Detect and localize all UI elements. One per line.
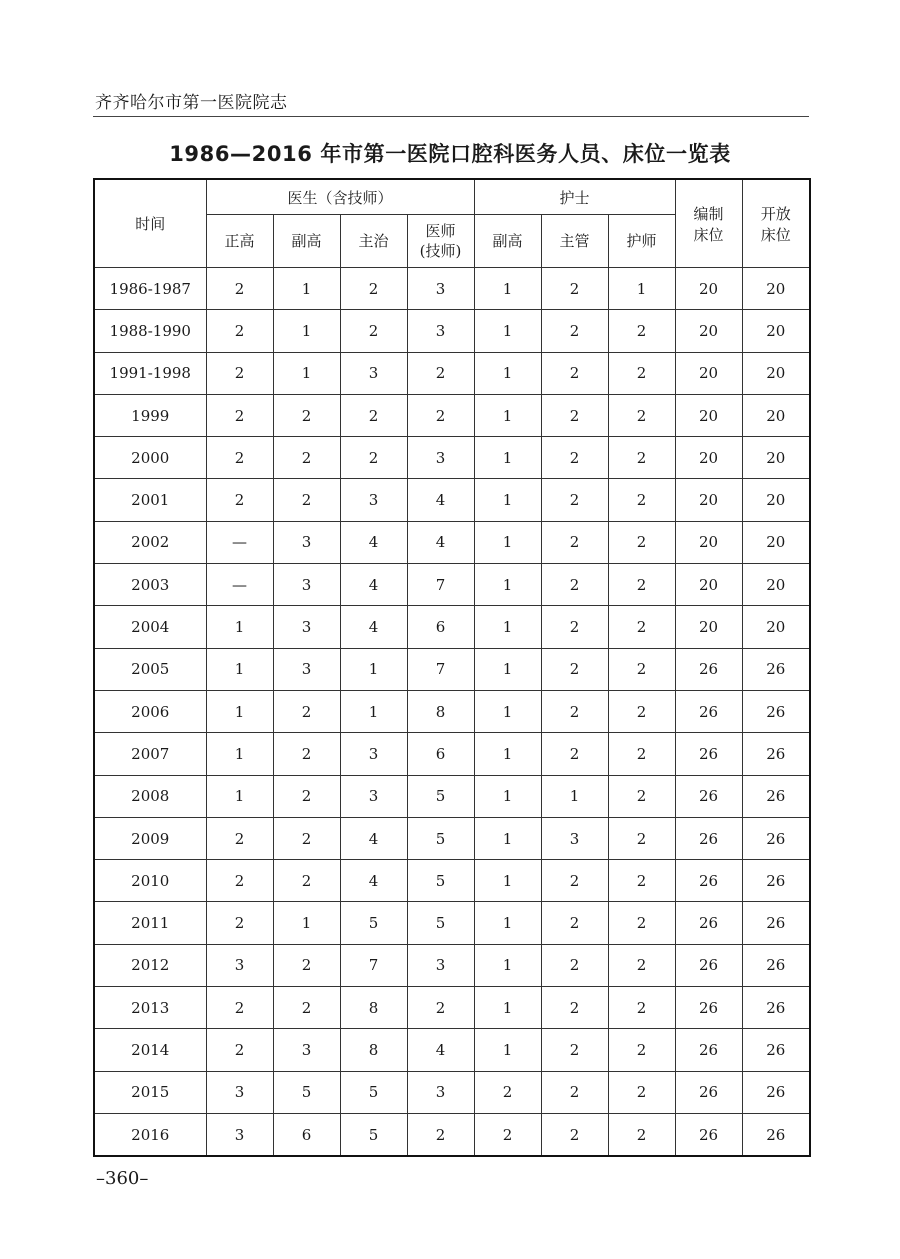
table-title: 1986—2016 年市第一医院口腔科医务人员、床位一览表: [169, 142, 731, 166]
cell-nurse-supervisor: 2: [541, 268, 608, 310]
header-doctor-physician-line1: 医师: [425, 222, 456, 240]
cell-time: 2004: [94, 606, 206, 648]
cell-doctor-chief: 2: [206, 902, 273, 944]
cell-time: 2009: [94, 817, 206, 859]
cell-authorized-beds: 26: [675, 987, 742, 1029]
cell-doctor-physician: 6: [407, 733, 474, 775]
table-row: [94, 310, 810, 352]
table-row: [94, 733, 810, 775]
cell-time: 2008: [94, 775, 206, 817]
cell-doctor-attending: 4: [340, 606, 407, 648]
cell-nurse-senior: 2: [608, 987, 675, 1029]
cell-doctor-chief: 2: [206, 479, 273, 521]
table-row: [94, 690, 810, 732]
cell-nurse-supervisor: 2: [541, 648, 608, 690]
cell-authorized-beds: 26: [675, 648, 742, 690]
cell-nurse-senior: 2: [608, 817, 675, 859]
cell-nurse-supervisor: 2: [541, 733, 608, 775]
cell-doctor-attending: 7: [340, 944, 407, 986]
table-body: [94, 268, 810, 1157]
cell-doctor-chief: —: [206, 564, 273, 606]
cell-authorized-beds: 26: [675, 775, 742, 817]
cell-nurse-senior: 2: [608, 944, 675, 986]
cell-nurse-supervisor: 2: [541, 394, 608, 436]
cell-authorized-beds: 26: [675, 944, 742, 986]
cell-nurse-supervisor: 2: [541, 860, 608, 902]
cell-nurse-senior: 2: [608, 860, 675, 902]
cell-doctor-attending: 4: [340, 817, 407, 859]
table-row: [94, 521, 810, 563]
header-nurse-associate: 副高: [474, 215, 541, 268]
cell-nurse-supervisor: 2: [541, 310, 608, 352]
cell-nurse-associate: 1: [474, 1029, 541, 1071]
cell-nurse-senior: 2: [608, 564, 675, 606]
cell-doctor-physician: 2: [407, 987, 474, 1029]
cell-nurse-senior: 2: [608, 733, 675, 775]
header-authorized-beds-line1: 编制: [693, 204, 724, 223]
header-doctor-associate: 副高: [273, 215, 340, 268]
cell-time: 2007: [94, 733, 206, 775]
table-row: [94, 268, 810, 310]
cell-doctor-associate: 1: [273, 352, 340, 394]
cell-time: 2012: [94, 944, 206, 986]
cell-nurse-senior: 1: [608, 268, 675, 310]
cell-doctor-associate: 2: [273, 860, 340, 902]
cell-open-beds: 26: [742, 648, 810, 690]
cell-nurse-supervisor: 2: [541, 690, 608, 732]
cell-open-beds: 20: [742, 394, 810, 436]
cell-doctor-associate: 2: [273, 394, 340, 436]
header-doctor-physician: [407, 215, 474, 268]
cell-doctor-physician: 5: [407, 860, 474, 902]
cell-nurse-senior: 2: [608, 521, 675, 563]
cell-doctor-chief: 2: [206, 352, 273, 394]
cell-nurse-associate: 1: [474, 521, 541, 563]
cell-doctor-physician: 3: [407, 1071, 474, 1113]
cell-doctor-attending: 2: [340, 437, 407, 479]
cell-time: 2006: [94, 690, 206, 732]
cell-doctor-associate: 2: [273, 733, 340, 775]
table-row: [94, 394, 810, 436]
cell-doctor-chief: 2: [206, 860, 273, 902]
cell-nurse-supervisor: 2: [541, 902, 608, 944]
header-open-beds-line1: 开放: [760, 204, 791, 223]
cell-doctor-associate: 5: [273, 1071, 340, 1113]
header-doctor-group: 医生（含技师）: [206, 179, 474, 215]
header-row-groups: [94, 179, 810, 215]
cell-doctor-physician: 5: [407, 902, 474, 944]
cell-doctor-attending: 5: [340, 1071, 407, 1113]
cell-doctor-physician: 2: [407, 394, 474, 436]
cell-authorized-beds: 20: [675, 352, 742, 394]
cell-nurse-associate: 1: [474, 437, 541, 479]
cell-authorized-beds: 20: [675, 394, 742, 436]
cell-doctor-chief: 2: [206, 437, 273, 479]
cell-open-beds: 20: [742, 437, 810, 479]
cell-open-beds: 26: [742, 1113, 810, 1156]
cell-nurse-senior: 2: [608, 690, 675, 732]
cell-doctor-associate: 1: [273, 268, 340, 310]
cell-nurse-senior: 2: [608, 479, 675, 521]
cell-doctor-chief: —: [206, 521, 273, 563]
header-open-beds: [742, 179, 810, 268]
cell-doctor-physician: 3: [407, 310, 474, 352]
cell-nurse-supervisor: 2: [541, 1113, 608, 1156]
cell-nurse-associate: 1: [474, 564, 541, 606]
cell-doctor-physician: 3: [407, 437, 474, 479]
cell-nurse-senior: 2: [608, 1071, 675, 1113]
cell-doctor-associate: 3: [273, 564, 340, 606]
cell-open-beds: 20: [742, 310, 810, 352]
cell-doctor-physician: 6: [407, 606, 474, 648]
cell-authorized-beds: 20: [675, 268, 742, 310]
cell-doctor-attending: 1: [340, 648, 407, 690]
cell-open-beds: 26: [742, 733, 810, 775]
cell-nurse-associate: 1: [474, 479, 541, 521]
cell-nurse-senior: 2: [608, 1113, 675, 1156]
cell-nurse-associate: 1: [474, 352, 541, 394]
cell-doctor-associate: 2: [273, 437, 340, 479]
cell-nurse-supervisor: 2: [541, 352, 608, 394]
cell-open-beds: 20: [742, 352, 810, 394]
cell-doctor-attending: 4: [340, 521, 407, 563]
cell-time: 2015: [94, 1071, 206, 1113]
cell-nurse-associate: 1: [474, 944, 541, 986]
cell-time: 2016: [94, 1113, 206, 1156]
table-row: [94, 775, 810, 817]
cell-doctor-attending: 8: [340, 987, 407, 1029]
cell-open-beds: 26: [742, 860, 810, 902]
cell-doctor-physician: 2: [407, 352, 474, 394]
cell-doctor-chief: 2: [206, 268, 273, 310]
cell-nurse-supervisor: 2: [541, 1029, 608, 1071]
cell-open-beds: 20: [742, 606, 810, 648]
table-row: [94, 860, 810, 902]
cell-authorized-beds: 26: [675, 1071, 742, 1113]
cell-nurse-associate: 1: [474, 606, 541, 648]
cell-doctor-associate: 3: [273, 1029, 340, 1071]
cell-doctor-chief: 1: [206, 733, 273, 775]
cell-nurse-senior: 2: [608, 437, 675, 479]
cell-open-beds: 20: [742, 564, 810, 606]
cell-doctor-physician: 8: [407, 690, 474, 732]
cell-doctor-attending: 8: [340, 1029, 407, 1071]
table-row: [94, 648, 810, 690]
cell-doctor-physician: 5: [407, 775, 474, 817]
cell-doctor-attending: 5: [340, 1113, 407, 1156]
cell-nurse-associate: 1: [474, 817, 541, 859]
cell-doctor-attending: 2: [340, 310, 407, 352]
cell-doctor-attending: 3: [340, 775, 407, 817]
cell-doctor-physician: 5: [407, 817, 474, 859]
cell-nurse-associate: 1: [474, 733, 541, 775]
cell-doctor-attending: 2: [340, 268, 407, 310]
cell-nurse-associate: 1: [474, 648, 541, 690]
running-head: 齐齐哈尔市第一医院院志: [95, 93, 288, 113]
cell-doctor-chief: 2: [206, 394, 273, 436]
cell-authorized-beds: 26: [675, 817, 742, 859]
cell-nurse-senior: 2: [608, 902, 675, 944]
cell-time: 2010: [94, 860, 206, 902]
header-doctor-physician-line2: (技师): [419, 242, 462, 260]
cell-nurse-senior: 2: [608, 606, 675, 648]
cell-nurse-associate: 1: [474, 902, 541, 944]
cell-nurse-senior: 2: [608, 1029, 675, 1071]
table-row: [94, 437, 810, 479]
cell-doctor-attending: 2: [340, 394, 407, 436]
cell-time: 2011: [94, 902, 206, 944]
header-nurse-group: 护士: [474, 179, 675, 215]
cell-time: 1986-1987: [94, 268, 206, 310]
cell-doctor-associate: 1: [273, 310, 340, 352]
header-open-beds-line2: 床位: [760, 225, 791, 244]
cell-open-beds: 26: [742, 1071, 810, 1113]
cell-doctor-associate: 1: [273, 902, 340, 944]
cell-time: 1999: [94, 394, 206, 436]
cell-nurse-senior: 2: [608, 648, 675, 690]
cell-nurse-supervisor: 2: [541, 564, 608, 606]
cell-doctor-attending: 4: [340, 860, 407, 902]
cell-doctor-attending: 3: [340, 352, 407, 394]
table-row: [94, 1113, 810, 1156]
table-row: [94, 817, 810, 859]
cell-nurse-associate: 1: [474, 860, 541, 902]
cell-open-beds: 26: [742, 1029, 810, 1071]
cell-nurse-supervisor: 2: [541, 987, 608, 1029]
cell-doctor-attending: 4: [340, 564, 407, 606]
cell-nurse-supervisor: 1: [541, 775, 608, 817]
cell-doctor-associate: 2: [273, 944, 340, 986]
cell-doctor-chief: 2: [206, 817, 273, 859]
cell-doctor-chief: 1: [206, 648, 273, 690]
cell-time: 2002: [94, 521, 206, 563]
cell-time: 1988-1990: [94, 310, 206, 352]
cell-nurse-senior: 2: [608, 310, 675, 352]
cell-authorized-beds: 20: [675, 606, 742, 648]
table-row: [94, 352, 810, 394]
header-rule: [93, 116, 809, 117]
table-row: [94, 987, 810, 1029]
cell-open-beds: 26: [742, 690, 810, 732]
cell-authorized-beds: 26: [675, 1113, 742, 1156]
cell-doctor-physician: 2: [407, 1113, 474, 1156]
cell-doctor-attending: 3: [340, 733, 407, 775]
cell-doctor-attending: 5: [340, 902, 407, 944]
cell-time: 2014: [94, 1029, 206, 1071]
cell-nurse-associate: 2: [474, 1113, 541, 1156]
cell-doctor-chief: 2: [206, 1029, 273, 1071]
cell-time: 2000: [94, 437, 206, 479]
cell-doctor-chief: 1: [206, 690, 273, 732]
header-nurse-supervisor: 主管: [541, 215, 608, 268]
table-row: [94, 1071, 810, 1113]
cell-doctor-physician: 4: [407, 521, 474, 563]
cell-doctor-associate: 2: [273, 690, 340, 732]
cell-time: 2013: [94, 987, 206, 1029]
cell-doctor-chief: 1: [206, 775, 273, 817]
cell-doctor-attending: 3: [340, 479, 407, 521]
cell-doctor-chief: 3: [206, 1113, 273, 1156]
cell-time: 1991-1998: [94, 352, 206, 394]
cell-nurse-supervisor: 2: [541, 606, 608, 648]
staff-beds-table: [93, 178, 811, 1157]
cell-authorized-beds: 20: [675, 521, 742, 563]
table-row: [94, 1029, 810, 1071]
cell-doctor-attending: 1: [340, 690, 407, 732]
cell-open-beds: 26: [742, 817, 810, 859]
cell-doctor-chief: 2: [206, 987, 273, 1029]
cell-nurse-associate: 1: [474, 987, 541, 1029]
header-authorized-beds: [675, 179, 742, 268]
cell-authorized-beds: 26: [675, 860, 742, 902]
cell-doctor-chief: 3: [206, 1071, 273, 1113]
cell-open-beds: 20: [742, 268, 810, 310]
header-doctor-attending: 主治: [340, 215, 407, 268]
table-row: [94, 902, 810, 944]
cell-nurse-associate: 1: [474, 690, 541, 732]
cell-time: 2001: [94, 479, 206, 521]
cell-nurse-senior: 2: [608, 352, 675, 394]
table-row: [94, 479, 810, 521]
cell-open-beds: 26: [742, 902, 810, 944]
cell-nurse-supervisor: 3: [541, 817, 608, 859]
cell-authorized-beds: 26: [675, 690, 742, 732]
cell-doctor-associate: 3: [273, 648, 340, 690]
cell-doctor-chief: 3: [206, 944, 273, 986]
table-row: [94, 606, 810, 648]
table-row: [94, 944, 810, 986]
cell-nurse-associate: 1: [474, 394, 541, 436]
cell-doctor-associate: 6: [273, 1113, 340, 1156]
cell-authorized-beds: 20: [675, 310, 742, 352]
cell-nurse-associate: 2: [474, 1071, 541, 1113]
cell-doctor-associate: 2: [273, 775, 340, 817]
cell-doctor-chief: 1: [206, 606, 273, 648]
cell-open-beds: 26: [742, 987, 810, 1029]
cell-authorized-beds: 26: [675, 1029, 742, 1071]
cell-nurse-associate: 1: [474, 310, 541, 352]
cell-doctor-associate: 2: [273, 817, 340, 859]
cell-doctor-associate: 3: [273, 521, 340, 563]
cell-nurse-supervisor: 2: [541, 1071, 608, 1113]
cell-open-beds: 26: [742, 775, 810, 817]
header-authorized-beds-line2: 床位: [693, 225, 724, 244]
cell-authorized-beds: 26: [675, 733, 742, 775]
cell-doctor-physician: 4: [407, 1029, 474, 1071]
cell-authorized-beds: 20: [675, 479, 742, 521]
cell-nurse-supervisor: 2: [541, 479, 608, 521]
cell-open-beds: 20: [742, 479, 810, 521]
cell-time: 2003: [94, 564, 206, 606]
cell-nurse-senior: 2: [608, 394, 675, 436]
cell-nurse-senior: 2: [608, 775, 675, 817]
cell-doctor-associate: 2: [273, 479, 340, 521]
cell-nurse-associate: 1: [474, 268, 541, 310]
cell-open-beds: 26: [742, 944, 810, 986]
cell-doctor-physician: 3: [407, 944, 474, 986]
cell-authorized-beds: 20: [675, 437, 742, 479]
cell-doctor-physician: 7: [407, 648, 474, 690]
cell-nurse-supervisor: 2: [541, 944, 608, 986]
cell-nurse-supervisor: 2: [541, 521, 608, 563]
cell-doctor-associate: 3: [273, 606, 340, 648]
cell-doctor-physician: 3: [407, 268, 474, 310]
page-number: –360–: [96, 1168, 149, 1189]
cell-time: 2005: [94, 648, 206, 690]
header-nurse-senior: 护师: [608, 215, 675, 268]
header-doctor-chief: 正高: [206, 215, 273, 268]
cell-doctor-physician: 4: [407, 479, 474, 521]
cell-authorized-beds: 20: [675, 564, 742, 606]
header-time: 时间: [94, 179, 206, 268]
cell-nurse-associate: 1: [474, 775, 541, 817]
cell-nurse-supervisor: 2: [541, 437, 608, 479]
table-row: [94, 564, 810, 606]
cell-open-beds: 20: [742, 521, 810, 563]
cell-doctor-chief: 2: [206, 310, 273, 352]
cell-doctor-physician: 7: [407, 564, 474, 606]
cell-authorized-beds: 26: [675, 902, 742, 944]
cell-doctor-associate: 2: [273, 987, 340, 1029]
